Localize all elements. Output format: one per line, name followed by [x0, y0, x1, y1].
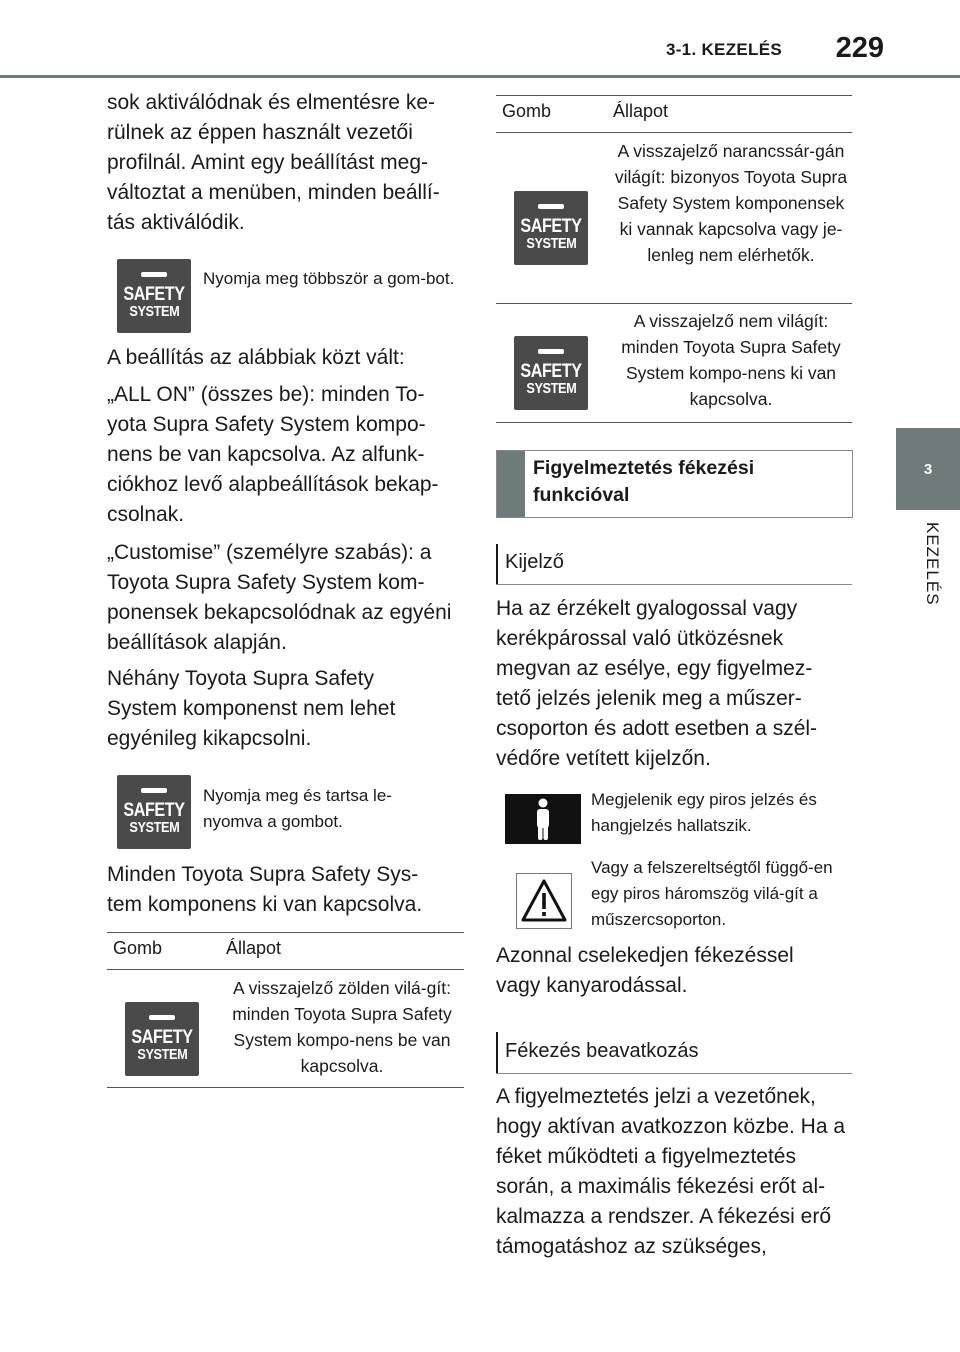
table-header-state: Állapot	[613, 101, 669, 121]
header-rule	[0, 75, 960, 78]
safety-system-button-icon: SAFETY SYSTEM	[117, 775, 191, 849]
page-number: 229	[835, 32, 884, 64]
some-components-paragraph: Néhány Toyota Supra Safety System komponenst nem lehet egyénileg kikapcsolni.	[107, 667, 396, 750]
subheading-brake-intervention: Fékezés beavatkozás	[496, 1032, 852, 1074]
step-press-repeatedly: Nyomja meg többször a gom-bot.	[203, 269, 455, 288]
section-title: 3-1. KEZELÉS	[665, 40, 782, 59]
red-signal-text: Megjelenik egy piros jelzés és hangjelzés hallatszik.	[591, 790, 817, 835]
switch-paragraph: A beállítás az alábbiak közt vált:	[107, 346, 405, 369]
collision-paragraph: Ha az érzékelt gyalogossal vagy kerékpárossal való ütközésnek megvan az esélye, egy figyelmez-tető jelzés jelenik meg a műszer-csoporton és adott esetben a szél-védőre vetített kijelzőn.	[496, 597, 818, 770]
step-press-hold: Nyomja meg és tartsa le-nyomva a gombot.	[203, 786, 392, 831]
table-top-rule	[496, 95, 852, 96]
chapter-number: 3	[923, 460, 933, 478]
customise-paragraph: „Customise” (személyre szabás): a Toyota Supra Safety System kom-ponensek bekapcsolódnak az egyéni beállítások alapján.	[107, 541, 452, 654]
section-heading-box	[496, 450, 853, 518]
warning-triangle-icon	[516, 873, 572, 929]
table-row-rule	[496, 303, 852, 304]
all-off-paragraph: Minden Toyota Supra Safety Sys-tem komponens ki van kapcsolva.	[107, 863, 423, 916]
table-header-rule	[496, 132, 852, 133]
table-cell-state: A visszajelző nem világít: minden Toyota Supra Safety System kompo-nens ki van kapcsolva.	[621, 311, 841, 409]
table-header-rule	[107, 969, 464, 970]
chapter-tab	[896, 428, 960, 510]
chapter-label-text: KEZELÉS	[923, 522, 942, 606]
table-header-button: Gomb	[502, 101, 552, 121]
table-header-state: Állapot	[226, 938, 282, 958]
table-bottom-rule	[107, 1087, 464, 1088]
red-triangle-text: Vagy a felszereltségtől függő-en egy piros háromszög vilá-gít a műszercsoporton.	[591, 858, 833, 929]
all-on-paragraph: „ALL ON” (összes be): minden To-yota Supra Safety System kompo-nens be van kapcsolva. Az alfunk-ciókhoz levő alapbeállítások bekap-csolnak.	[107, 383, 439, 526]
pedestrian-warning-icon	[505, 794, 581, 844]
act-paragraph: Azonnal cselekedjen fékezéssel vagy kanyarodással.	[496, 944, 794, 997]
chapter-label	[884, 522, 960, 622]
brake-paragraph: A figyelmeztetés jelzi a vezetőnek, hogy aktívan avatkozzon közbe. Ha a féket működteti a figyelmeztetés során, a maximális fékezési erőt al-kalmazza a rendszer. A fékezési erő támogatáshoz az szükséges,	[496, 1085, 846, 1258]
intro-paragraph: sok aktiválódnak és elmentésre ke-rülnek az éppen használt vezetői profilnál. Amint egy beállítást meg-változtat a menüben, minden beállí-tás aktiválódik.	[107, 91, 440, 234]
section-heading: Figyelmeztetés fékezési funkcióval	[533, 457, 755, 506]
table-top-rule	[107, 932, 464, 933]
table-cell-state: A visszajelző narancssár-gán világít: bizonyos Toyota Supra Safety System komponensek ki vannak kapcsolva vagy je-lenleg nem elérhetők.	[614, 141, 848, 265]
section-stripe	[497, 451, 525, 517]
safety-system-button-icon: SAFETY SYSTEM	[514, 191, 588, 265]
safety-system-button-icon: SAFETY SYSTEM	[117, 259, 191, 333]
table-bottom-rule	[496, 422, 852, 423]
table-cell-state: A visszajelző zölden vilá-gít: minden Toyota Supra Safety System kompo-nens be van kapcsolva.	[232, 978, 452, 1076]
safety-system-button-icon: SAFETY SYSTEM	[125, 1002, 199, 1076]
table-header-button: Gomb	[113, 938, 163, 958]
subheading-display: Kijelző	[496, 544, 852, 585]
safety-system-button-icon: SAFETY SYSTEM	[514, 336, 588, 410]
